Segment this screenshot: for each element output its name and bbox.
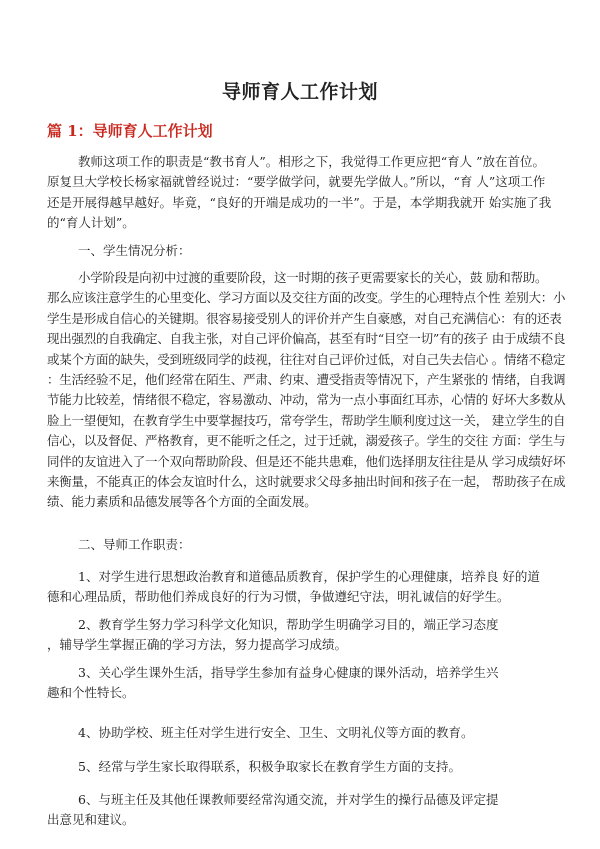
section1-line: 或某个方面的缺失，受到班级同学的歧视，往往对自己评价过低，对自己失去信心 。情绪不稳定 [47, 351, 566, 367]
section1-line: 那么应该注意学生的心里变化、学习方面以及交往方面的改变。学生的心理特点个性 差别大：小 [47, 290, 566, 306]
section1-heading-text: 一、学生情况分析： [78, 243, 191, 258]
section2-heading [78, 535, 191, 555]
section1-line: 来衡量，不能真正的体会友谊时什么，这时就要求父母多抽出时间和孩子在一起， 帮助孩子在成 [47, 474, 566, 490]
duty-item-1 [47, 567, 540, 608]
duty-line: 3、关心学生课外生活，指导学生参加有益身心健康的课外活动，培养学生兴 [78, 665, 499, 680]
section1-heading [78, 241, 191, 261]
duty-item-5 [47, 757, 461, 777]
section1-line: 同伴的友谊进入了一个双向帮助阶段、但是还不能共患难，他们选择朋友往往是从 学习成绩好坏 [47, 453, 566, 469]
section1-line: 小学阶段是向初中过渡的重要阶段，这一时期的孩子更需要家长的关心，鼓 励和帮助。 [78, 270, 548, 285]
duty-item-3 [47, 663, 498, 704]
duty-line: 1、对学生进行思想政治教育和道德品质教育，保护学生的心理健康，培养良 好的道 [78, 569, 540, 584]
intro-line: 的“育人计划”。 [47, 215, 135, 231]
duty-item-4 [47, 723, 473, 743]
duty-line: ，辅导学生掌握正确的学习方法，努力提高学习成绩。 [47, 637, 348, 653]
duty-line: 5、经常与学生家长取得联系，积极争取家长在教育学生方面的支持。 [78, 759, 461, 774]
section1-line: 脸上一望便知，在教育学生中要掌握技巧，常夸学生，帮助学生顺利度过这一关， 建立学生的自 [47, 412, 566, 428]
section2-heading-text: 二、导师工作职责： [78, 537, 191, 552]
section1-line: 绩、能力素质和品德发展等各个方面的全面发展。 [47, 494, 317, 510]
duty-line: 出意见和建议。 [47, 812, 135, 828]
section-heading: 篇 1：导师育人工作计划 [47, 122, 213, 140]
section1-line: 信心，以及督促、严格教育，更不能听之任之，过于迁就，溺爱孩子。学生的交往 方面：学生与 [47, 433, 566, 449]
intro-paragraph [47, 152, 551, 234]
duty-line: 2、教育学生努力学习科学文化知识，帮助学生明确学习目的，端正学习态度 [78, 617, 499, 632]
duty-item-2 [47, 615, 498, 656]
section1-line: 节能力比较差，情绪很不稳定，容易激动、冲动，常为一点小事面红耳赤，心情的 好坏大多数从 [47, 392, 566, 408]
duty-line: 6、与班主任及其他任课教师要经常沟通交流，并对学生的操行品德及评定提 [78, 792, 499, 807]
page-title: 导师育人工作计划 [221, 81, 378, 103]
duty-line: 趣和个性特长。 [47, 685, 135, 701]
section1-line: 学生是形成自信心的关键期。很容易接受别人的评价并产生自豪感，对自己充满信心：有的还表 [47, 310, 562, 326]
intro-line: 教师这项工作的职责是“教书育人”。相形之下，我觉得工作更应把“育人 ”放在首位。 [78, 154, 546, 169]
section1-paragraph [47, 268, 565, 513]
section1-line: 现出强烈的自我确定、自我主张，对自己评价偏高，甚至有时“目空一切”有的孩子 由于成绩不良 [47, 331, 566, 347]
intro-line: 还是开展得越早越好。毕竟，“良好的开端是成功的一半”。于是，本学期我就开 始实施了我 [47, 194, 552, 210]
section1-line: ：生活经验不足，他们经常在陌生、严肃、约束、遭受指责等情况下，产生紧张的 情绪，自我调 [47, 372, 566, 388]
duty-item-6 [47, 790, 498, 831]
intro-line: 原复旦大学校长杨家福就曾经说过：“要学做学问，就要先学做人。”所以，“育 人”这项工作 [47, 174, 546, 190]
duty-line: 4、协助学校、班主任对学生进行安全、卫生、文明礼仪等方面的教育。 [78, 725, 474, 740]
duty-line: 德和心理品质，帮助他们养成良好的行为习惯，争做遵纪守法，明礼诚信的好学生。 [47, 589, 510, 605]
